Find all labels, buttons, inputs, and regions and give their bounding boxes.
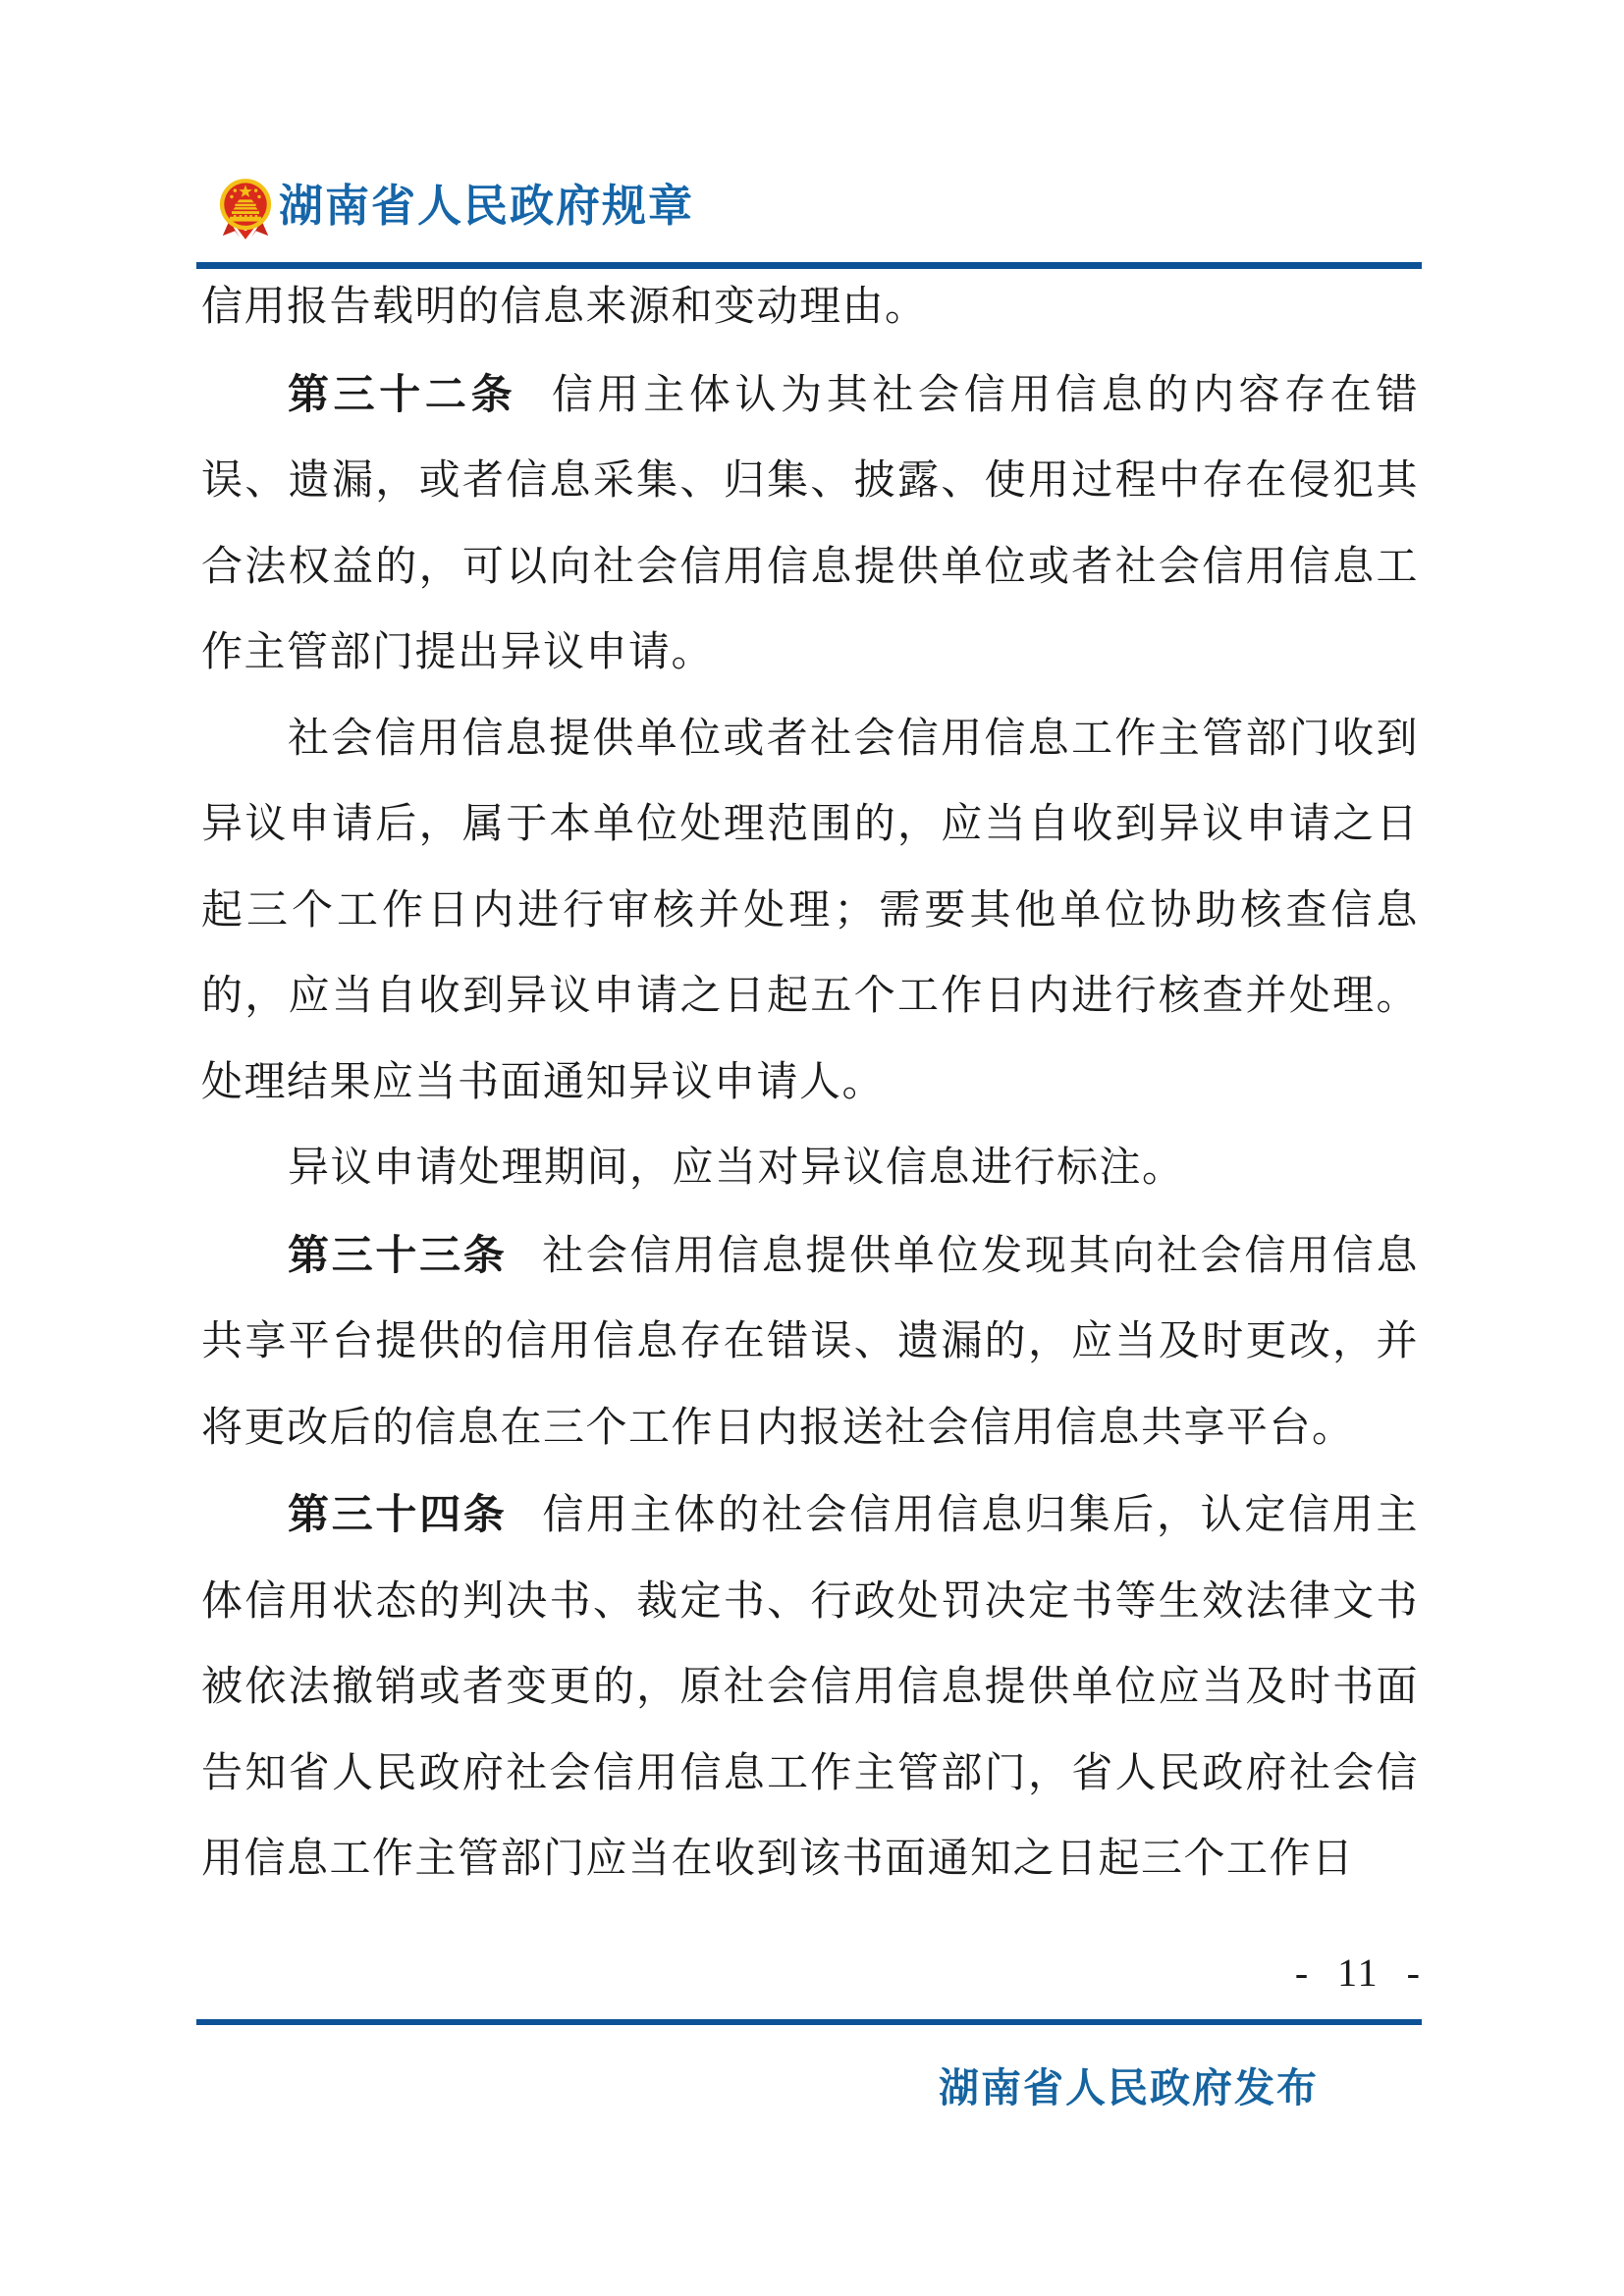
paragraph-1: 信用报告载明的信息来源和变动理由。	[201, 285, 928, 330]
page-header	[217, 177, 694, 241]
paragraph-6: 第三十四条 信用主体的社会信用信息归集后，认定信用主体信用状态的判决书、裁定书、行政处罚决定书等生效法律文书被依法撤销或者变更的，原社会信用信息提供单位应当及时书面告知省人民政府社会信用信息工作主管部门，省人民政府社会信用信息工作主管部门应当在收到该书面通知之日起三个工作日	[201, 1491, 1419, 1882]
page-title: 湖南省人民政府规章	[279, 181, 695, 231]
paragraph-5: 第三十三条 社会信用信息提供单位发现其向社会信用信息共享平台提供的信用信息存在错误、遗漏的，应当及时更改，并将更改后的信息在三个工作日内报送社会信用信息共享平台。	[201, 1231, 1419, 1451]
article-number: 第三十四条	[288, 1491, 508, 1537]
article-number: 第三十二条	[288, 370, 517, 417]
publisher-label: 湖南省人民政府发布	[939, 2065, 1319, 2110]
paragraph-3: 社会信用信息提供单位或者社会信用信息工作主管部门收到异议申请后，属于本单位处理范围的，应当自收到异议申请之日起三个工作日内进行审核并处理；需要其他单位协助核查信息的，应当自收到异议申请之日起五个工作日内进行核查并处理。处理结果应当书面通知异议申请人。	[201, 716, 1419, 1105]
paragraph-2: 第三十二条 信用主体认为其社会信用信息的内容存在错误、遗漏，或者信息采集、归集、披露、使用过程中存在侵犯其合法权益的，可以向社会信用信息提供单位或者社会信用信息工作主管部门提出异议申请。	[201, 370, 1419, 675]
document-body	[201, 265, 1419, 1903]
footer-divider	[196, 2019, 1422, 2025]
paragraph-4: 异议申请处理期间，应当对异议信息进行标注。	[288, 1146, 1185, 1191]
national-emblem-icon	[217, 177, 274, 241]
page-number: - 11 -	[1294, 1950, 1422, 1995]
article-number: 第三十三条	[288, 1231, 508, 1278]
